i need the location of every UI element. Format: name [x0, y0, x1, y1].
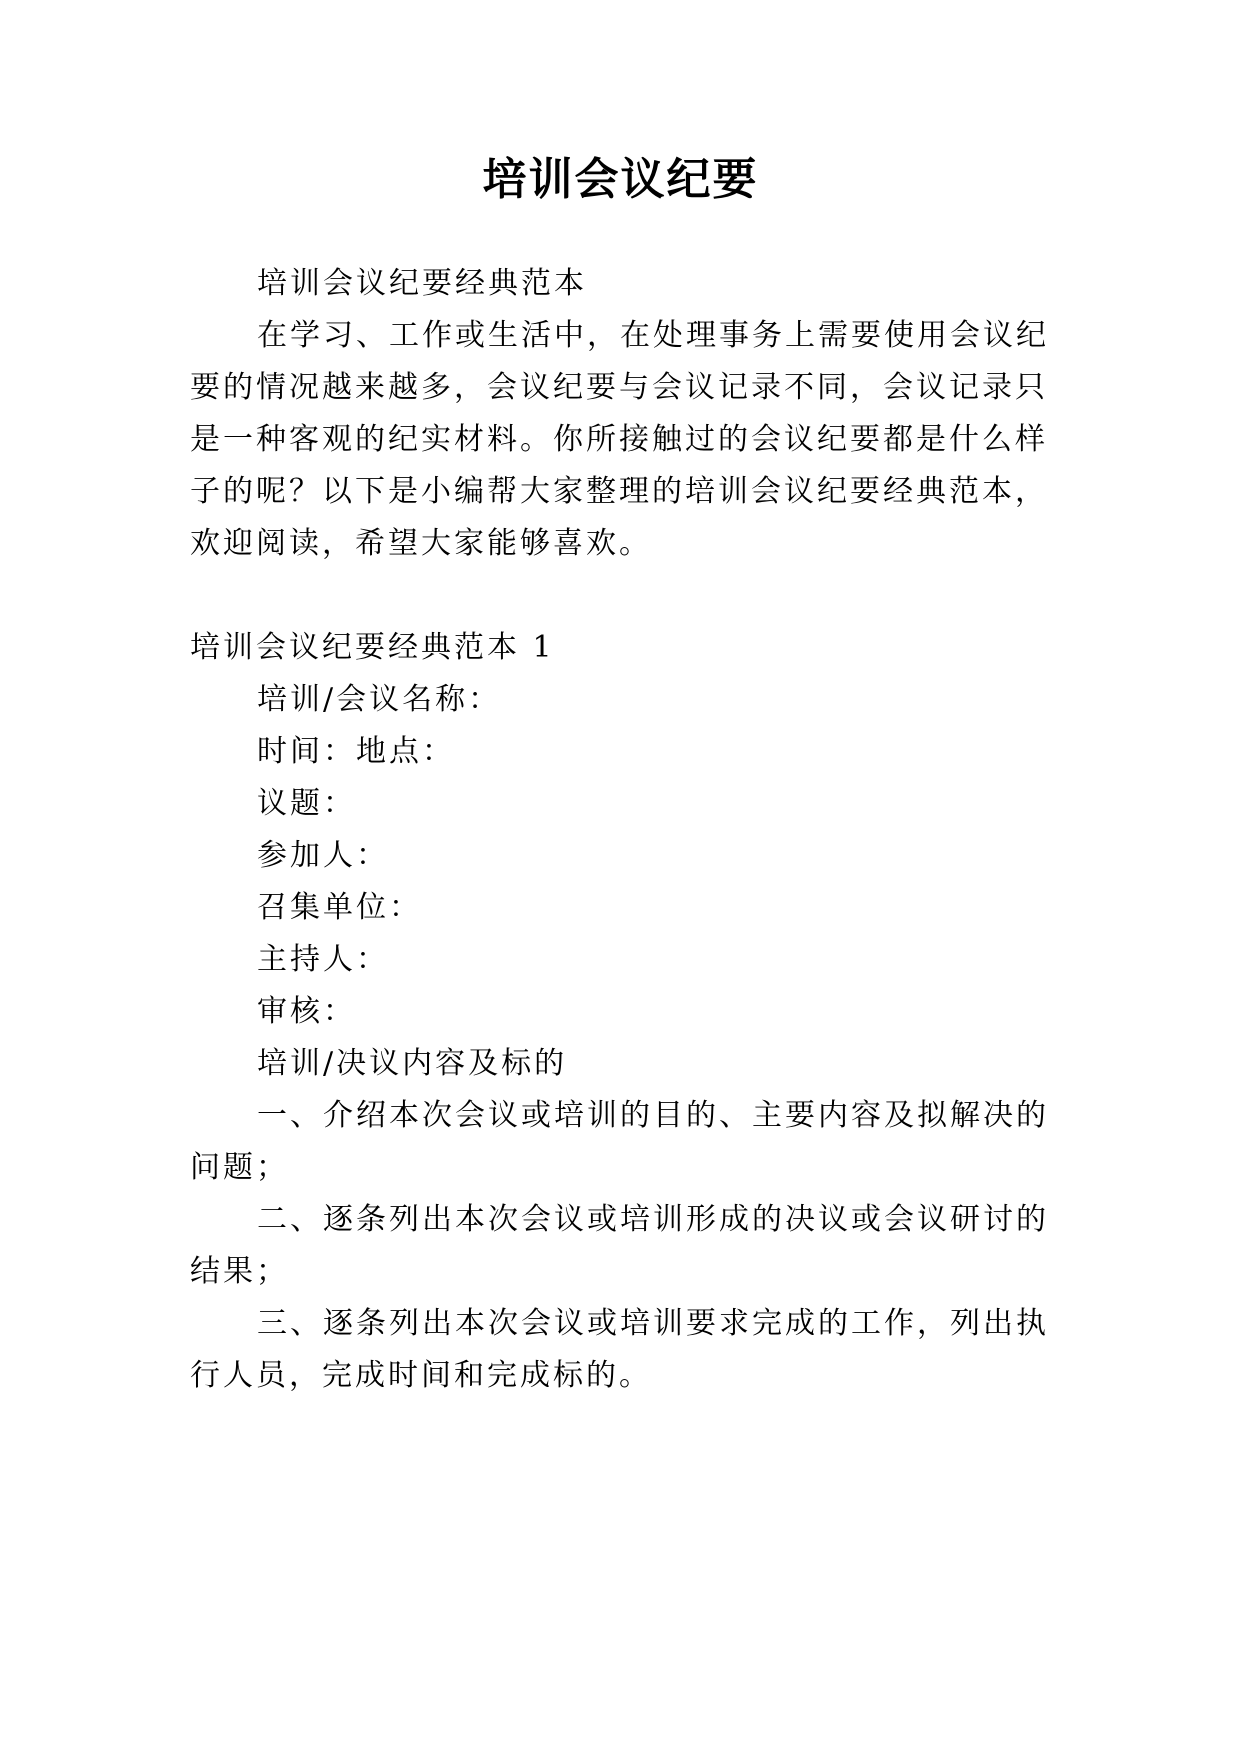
- list-item-line: 三、逐条列出本次会议或培训要求完成的工作，列出执: [257, 1306, 1049, 1341]
- field-meeting-name: 培训/会议名称：: [257, 682, 502, 717]
- intro-paragraph-line: 是一种客观的纪实材料。你所接触过的会议纪要都是什么样: [190, 422, 1048, 457]
- list-item-line: 结果；: [190, 1254, 289, 1289]
- field-topic: 议题：: [257, 786, 356, 821]
- list-item-line: 问题；: [190, 1150, 289, 1185]
- intro-paragraph-line: 要的情况越来越多，会议纪要与会议记录不同，会议记录只: [190, 370, 1048, 405]
- field-convening-unit: 召集单位：: [257, 890, 422, 925]
- list-item-line: 一、介绍本次会议或培训的目的、主要内容及拟解决的: [257, 1098, 1049, 1133]
- field-review: 审核：: [257, 994, 356, 1029]
- intro-paragraph-line: 欢迎阅读，希望大家能够喜欢。: [190, 526, 652, 561]
- field-host: 主持人：: [257, 942, 389, 977]
- list-item-line: 行人员，完成时间和完成标的。: [190, 1358, 652, 1393]
- list-item-line: 二、逐条列出本次会议或培训形成的决议或会议研讨的: [257, 1202, 1049, 1237]
- document-title: 培训会议纪要: [482, 154, 759, 205]
- intro-heading: 培训会议纪要经典范本: [257, 266, 587, 301]
- content-heading: 培训/决议内容及标的: [257, 1046, 568, 1081]
- sample-heading: 培训会议纪要经典范本 1: [190, 630, 555, 665]
- field-time-location: 时间：地点：: [257, 734, 455, 769]
- intro-paragraph-line: 在学习、工作或生活中，在处理事务上需要使用会议纪: [257, 318, 1049, 353]
- intro-paragraph-line: 子的呢？以下是小编帮大家整理的培训会议纪要经典范本，: [190, 474, 1048, 509]
- field-participants: 参加人：: [257, 838, 389, 873]
